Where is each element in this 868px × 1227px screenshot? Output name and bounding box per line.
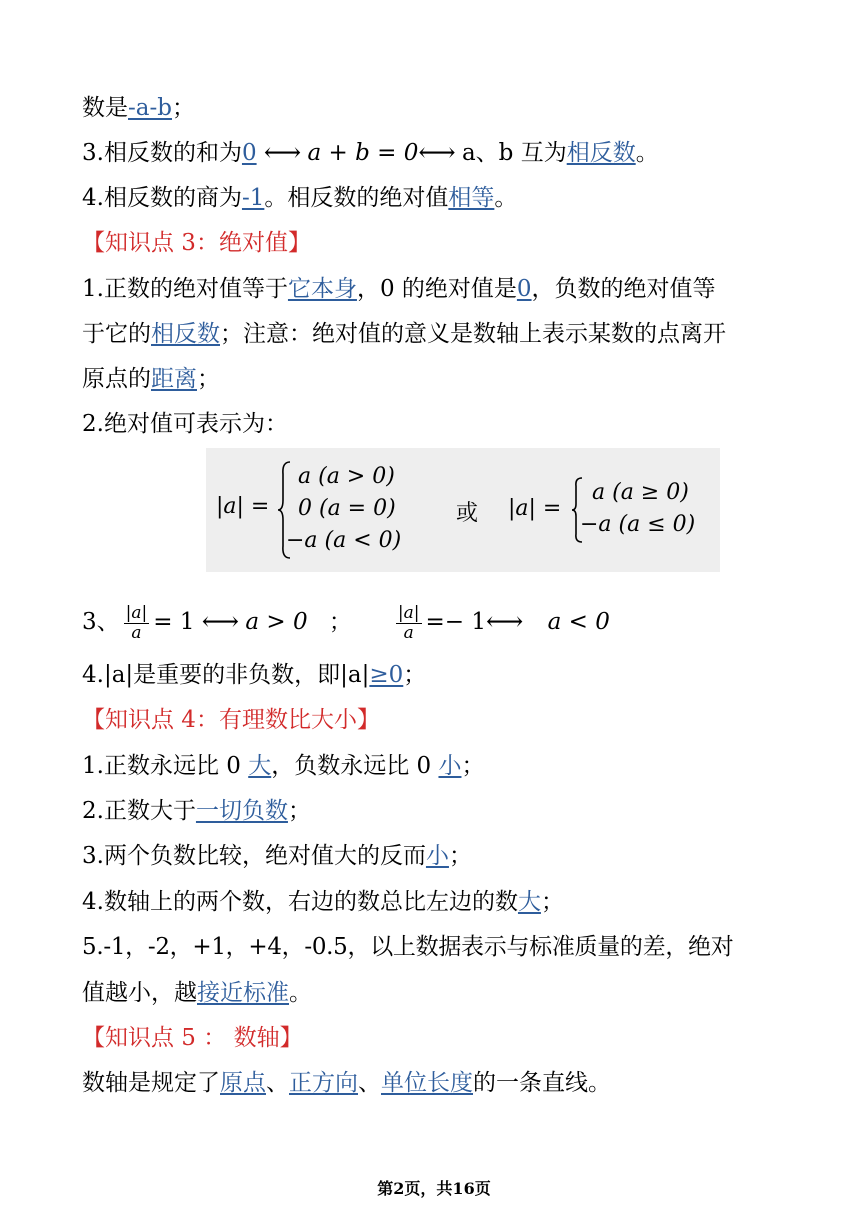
text: ； xyxy=(328,609,352,635)
answer-blank: -a-b xyxy=(128,95,172,121)
text-line xyxy=(82,274,798,304)
formula-lhs: |a| = xyxy=(216,494,270,519)
answer-blank: ≥0 xyxy=(369,662,404,688)
text: 。 xyxy=(494,185,518,211)
answer-blank: 小 xyxy=(438,753,462,779)
double-arrow-icon: ⟷ xyxy=(201,607,239,637)
text: 3.两个负数比较，绝对值大的反而 xyxy=(82,843,426,869)
text: ； xyxy=(171,95,195,121)
answer-blank: 相反数 xyxy=(151,321,220,347)
text-line: 5.-1，-2，+1，+4，-0.5，以上数据表示与标准质量的差，绝对 xyxy=(82,934,734,960)
text: 、 xyxy=(266,1070,289,1096)
text: 值越小，越 xyxy=(82,980,197,1006)
answer-blank: 原点 xyxy=(220,1070,266,1096)
text: ，0 的绝对值是 xyxy=(356,276,517,302)
text: 数是 xyxy=(82,95,128,121)
fraction xyxy=(396,604,422,643)
math-expression: a > 0 xyxy=(245,609,308,635)
answer-blank: 一切负数 xyxy=(195,798,288,824)
answer-blank: 距离 xyxy=(151,366,197,392)
text: 的一条直线。 xyxy=(473,1070,611,1096)
answer-blank: 正方向 xyxy=(289,1070,358,1096)
text: 2.正数大于 xyxy=(82,798,196,824)
text-line xyxy=(82,1068,798,1098)
answer-blank: 小 xyxy=(425,843,449,869)
text: 。 xyxy=(289,980,312,1006)
text-line: 2.绝对值可表示为： xyxy=(82,411,288,437)
text: ； xyxy=(403,662,427,688)
text-line xyxy=(82,183,798,213)
answer-blank: 相反数 xyxy=(566,140,636,166)
text-line xyxy=(82,887,798,917)
answer-blank: 0 xyxy=(241,140,257,166)
formula-case: a (a ≥ 0) xyxy=(592,480,689,505)
formula-case: −a (a < 0) xyxy=(286,528,402,553)
fraction-numerator: |a| xyxy=(397,602,420,623)
text: 4. xyxy=(82,662,104,688)
text: 、 xyxy=(358,1070,381,1096)
double-arrow-icon: ⟷ xyxy=(263,138,301,168)
page-footer: 第2页，共16页 xyxy=(377,1179,491,1198)
answer-blank: 接近标准 xyxy=(197,980,289,1006)
text-line xyxy=(82,660,798,690)
text: 3、 xyxy=(82,609,120,635)
text: 3.相反数的和为 xyxy=(82,140,242,166)
text: 。 xyxy=(635,140,659,166)
section-heading: 【知识点 5 ： 数轴】 xyxy=(82,1025,303,1051)
text-line xyxy=(82,93,798,123)
text: 。相反数的绝对值 xyxy=(264,185,449,211)
text: |a|是重要的非负数，即|a| xyxy=(103,662,370,688)
text: ； xyxy=(461,753,485,779)
text: 于它的 xyxy=(82,321,151,347)
formula-or: 或 xyxy=(456,501,479,526)
formula-case: −a (a ≤ 0) xyxy=(580,512,696,537)
formula-case: 0 (a = 0) xyxy=(298,496,396,521)
formula-box xyxy=(206,448,720,572)
text-line xyxy=(82,796,798,826)
math-expression: = 1 xyxy=(153,609,195,635)
text: 4.相反数的商为 xyxy=(82,185,242,211)
answer-blank: 相等 xyxy=(448,185,495,211)
text: ； xyxy=(540,889,564,915)
math-expression: a + b = 0 xyxy=(307,140,419,166)
text-line xyxy=(82,841,798,871)
text: 数轴是规定了 xyxy=(82,1070,220,1096)
double-arrow-icon: ⟷ xyxy=(418,138,455,168)
text: a、b 互为 xyxy=(461,140,567,166)
text-line xyxy=(82,978,798,1008)
answer-blank: 大 xyxy=(248,753,272,779)
answer-blank: -1 xyxy=(241,185,265,211)
answer-blank: 0 xyxy=(516,276,532,302)
fraction xyxy=(124,604,150,643)
text: ，负数的绝对值等 xyxy=(531,276,716,302)
section-heading: 【知识点 3：绝对值】 xyxy=(82,230,311,256)
text-line xyxy=(82,364,798,394)
text: ；注意：绝对值的意义是数轴上表示某数的点离开 xyxy=(220,321,726,347)
text: 1.正数永远比 0 xyxy=(82,753,249,779)
math-expression: =− 1 xyxy=(425,609,487,635)
formula-lhs: |a| = xyxy=(508,496,562,521)
math-expression: a < 0 xyxy=(547,609,610,635)
answer-blank: 大 xyxy=(517,889,541,915)
text-line xyxy=(82,751,798,781)
text-line xyxy=(82,319,798,349)
text: ； xyxy=(287,798,311,824)
answer-blank: 它本身 xyxy=(287,276,357,302)
text-line xyxy=(82,600,798,644)
text: 4.数轴上的两个数，右边的数总比左边的数 xyxy=(82,889,518,915)
double-arrow-icon: ⟷ xyxy=(486,607,523,637)
formula-case: a (a > 0) xyxy=(298,464,395,489)
section-heading: 【知识点 4：有理数比大小】 xyxy=(82,707,380,733)
text: 原点的 xyxy=(82,366,151,392)
text: ，负数永远比 0 xyxy=(271,753,439,779)
fraction-denominator: a xyxy=(131,622,142,643)
text: 1.正数的绝对值等于 xyxy=(82,276,288,302)
answer-blank: 单位长度 xyxy=(381,1070,473,1096)
text: ； xyxy=(448,843,472,869)
fraction-denominator: a xyxy=(403,622,414,643)
text-line xyxy=(82,138,798,168)
text: ； xyxy=(197,366,220,392)
fraction-numerator: |a| xyxy=(125,602,148,623)
